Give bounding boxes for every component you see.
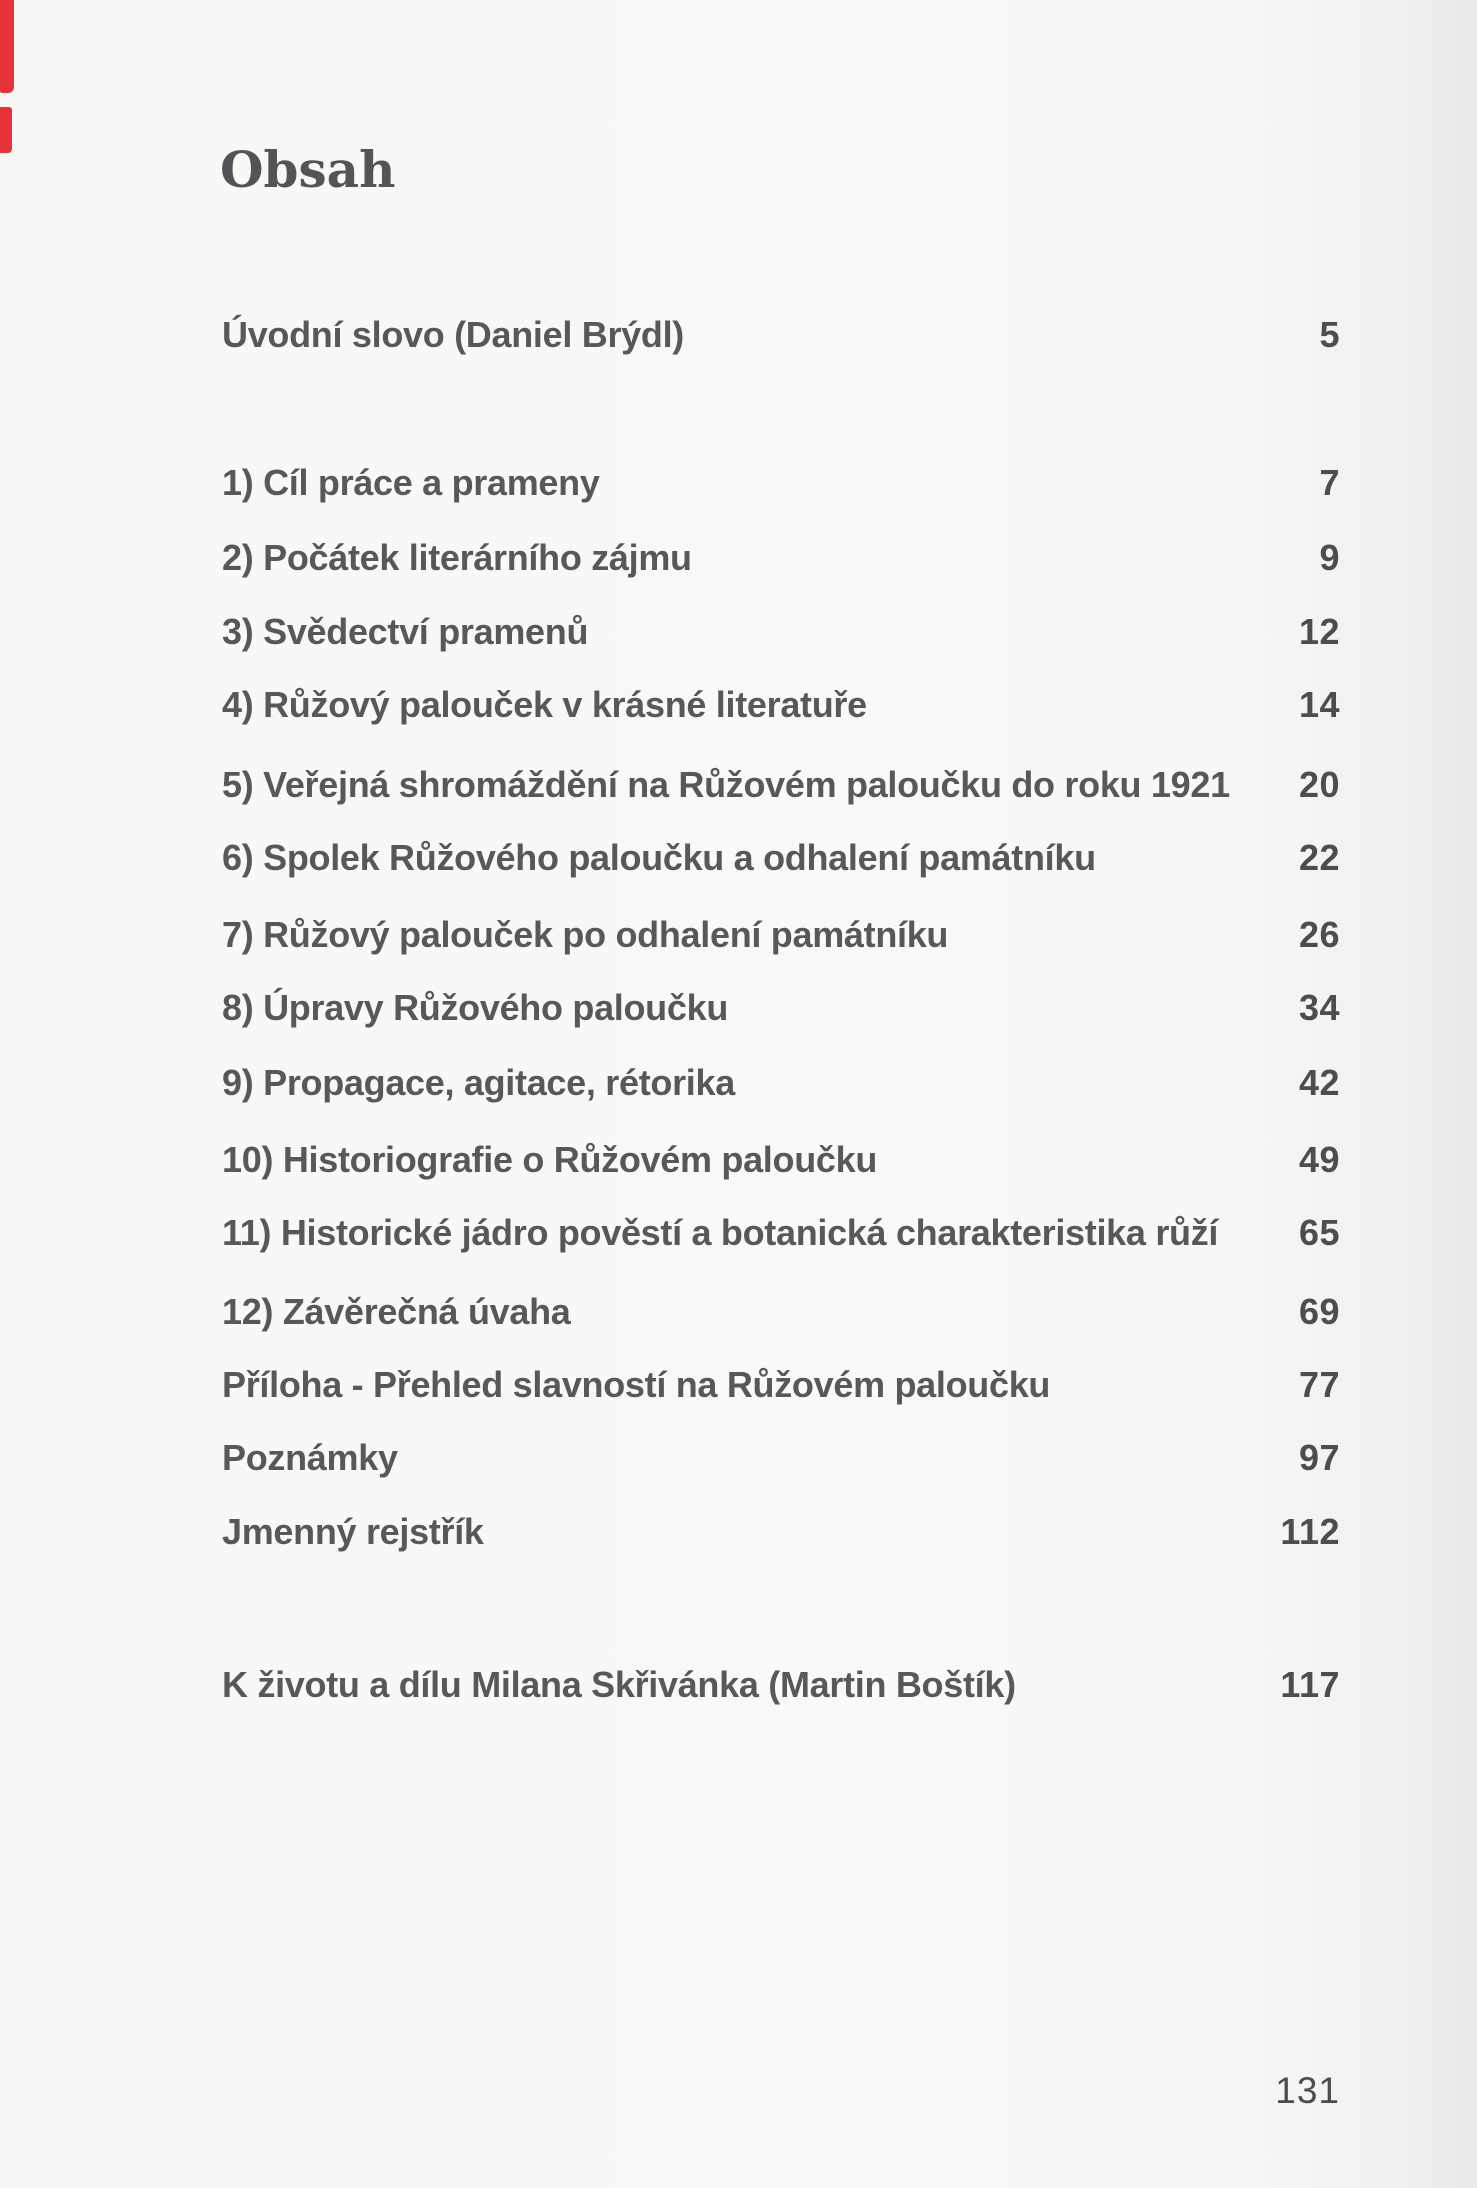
toc-row [222,461,1340,505]
toc-page-number: 42 [1298,1062,1340,1103]
toc-page-number: 34 [1298,987,1340,1028]
toc-row [222,536,1340,580]
toc-entry-label: K životu a dílu Milana Skřivánka (Martin Boštík) [222,1664,1016,1705]
toc-row [222,1211,1340,1255]
toc-row [222,763,1340,807]
toc-row [222,836,1340,880]
toc-entry-label: 10) Historiografie o Růžovém paloučku [222,1139,878,1180]
toc-page-number: 22 [1298,837,1340,878]
toc-page-number: 14 [1298,684,1340,725]
toc-row [222,313,1340,357]
folio-page-number: 131 [1275,2070,1340,2111]
toc-row [222,1436,1340,1480]
toc-row [222,610,1340,654]
toc-page-number: 9 [1319,537,1340,578]
toc-page-number: 97 [1298,1437,1340,1478]
toc-page-number: 20 [1298,764,1340,805]
toc-entry-label: 3) Svědectví pramenů [222,611,589,652]
toc-entry-label: 11) Historické jádro pověstí a botanická charakteristika růží [222,1212,1219,1253]
toc-page-number: 117 [1280,1664,1340,1705]
toc-entry-label: 5) Veřejná shromáždění na Růžovém paloučku do roku 1921 [222,764,1230,805]
toc-row [222,1061,1340,1105]
toc-page-number: 112 [1280,1511,1340,1552]
toc-page-number: 77 [1298,1364,1340,1405]
toc-entry-label: Příloha - Přehled slavností na Růžovém paloučku [222,1364,1051,1405]
toc-row [222,913,1340,957]
toc-entry-label: 2) Počátek literárního zájmu [222,537,692,578]
toc-entry-label: Jmenný rejstřík [222,1511,484,1552]
toc-entry-label: 6) Spolek Růžového paloučku a odhalení památníku [222,837,1096,878]
toc-page-number: 5 [1319,314,1340,355]
toc-entry-label: 8) Úpravy Růžového paloučku [222,987,729,1028]
toc-page-number: 7 [1319,462,1340,503]
toc-entry-label: 1) Cíl práce a prameny [222,462,600,503]
toc-entry-label: Úvodní slovo (Daniel Brýdl) [222,314,684,355]
toc-page-number: 26 [1298,914,1340,955]
toc-row [222,1663,1340,1707]
toc-row [222,1290,1340,1334]
toc-entry-label: 12) Závěrečná úvaha [222,1291,571,1332]
toc-page-number: 12 [1298,611,1340,652]
toc-row [222,1363,1340,1407]
page-title: Obsah [220,140,396,199]
toc-entry-label: 7) Růžový palouček po odhalení památníku [222,914,949,955]
toc-row [222,683,1340,727]
toc-entry-label: Poznámky [222,1437,398,1478]
toc-row [222,1138,1340,1182]
toc-row [222,986,1340,1030]
toc-page-number: 65 [1298,1212,1340,1253]
toc-row [222,1510,1340,1554]
toc-entry-label: 9) Propagace, agitace, rétorika [222,1062,735,1103]
toc-entry-label: 4) Růžový palouček v krásné literatuře [222,684,867,725]
toc-page-number: 49 [1298,1139,1340,1180]
toc-page-number: 69 [1298,1291,1340,1332]
